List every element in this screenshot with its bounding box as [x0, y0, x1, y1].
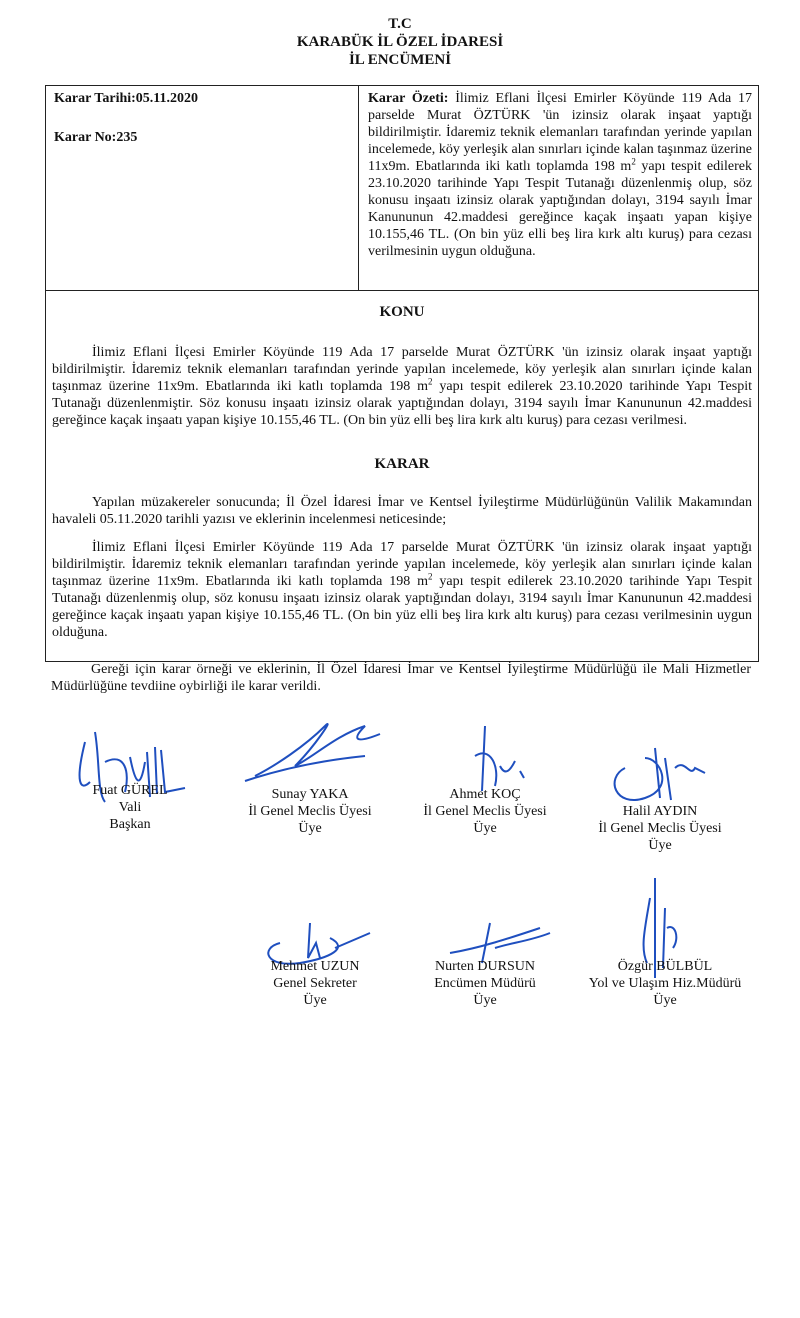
signatory-3-name: Ahmet KOÇ — [449, 787, 521, 802]
karar-sup: 2 — [428, 571, 433, 582]
summary-sup: 2 — [631, 156, 636, 167]
karar-text-2: yapı tespit edilerek 23.10.2020 tarihinde Yapı Tespit Tutanağı düzenlenmiş olup, söz konusu inşaatı izinsiz olarak yaptığından dolayı, 3194 sayılı İmar Kanununun 42.maddesi gereğince kaçak inşaatı yapan kişiye 10.155,46 TL. (On bin yüz elli beş lira kırk altı kuruş) para cezası verilmesinin uygun olduğuna. — [52, 574, 752, 640]
header-tc: T.C — [388, 16, 412, 32]
signatory-2-role: Üye — [298, 821, 322, 836]
decision-summary — [368, 90, 752, 260]
decision-date: Karar Tarihi:05.11.2020 — [54, 91, 199, 106]
signatory-3 — [390, 786, 580, 837]
signatory-6-role: Üye — [473, 993, 497, 1008]
signatory-6-title: Encümen Müdürü — [434, 976, 536, 991]
signatory-4 — [565, 803, 755, 854]
header-council: İL ENCÜMENİ — [348, 52, 452, 68]
signatory-6 — [390, 958, 580, 1009]
konu-text-1: İlimiz Eflani İlçesi Emirler Köyünde 119 Ada 17 parselde Murat ÖZTÜRK 'ün izinsiz olarak inşaat yaptığı bildirilmiştir. İdaremiz teknik elemanları tarafından yerinde yapılan incelemede, köy yerleşik alan sınırları içinde kalan taşınmaz üzerine 11x9m. Ebatlarında iki katlı toplamda 198 m — [52, 345, 752, 394]
signatory-5-role: Üye — [303, 993, 327, 1008]
konu-title: KONU — [379, 304, 425, 320]
signatory-1-role: Başkan — [109, 817, 151, 832]
summary-text-1: İlimiz Eflani İlçesi Emirler Köyünde 119 Ada 17 parselde Murat ÖZTÜRK 'ün izinsiz olarak inşaat yaptığı bildirilmiştir. İdaremiz teknik elemanları tarafından yerinde yapılan incelemede, köy yerleşik alan sınırları içinde kalan taşınmaz üzerine 11x9m. Ebatlarında iki katlı toplamda 198 m — [368, 91, 752, 174]
frame-divider-vertical — [358, 86, 359, 290]
summary-text-2: yapı tespit edilerek 23.10.2020 tarihinde Yapı Tespit Tutanağı düzenlenmiş olup, söz konusu inşaatı izinsiz olarak yaptığından dolayı, 3194 sayılı İmar Kanununun 42.maddesi gereğince kaçak inşaatı yapan kişiye 10.155,46 TL. (On bin yüz elli beş lira kırk altı kuruş) para cezası verilmesinin uygun olduğuna. — [368, 159, 752, 259]
header-institution: KARABÜK İL ÖZEL İDARESİ — [296, 34, 504, 50]
signatory-4-title: İl Genel Meclis Üyesi — [598, 821, 722, 836]
signatory-7-role: Üye — [653, 993, 677, 1008]
konu-paragraph — [52, 344, 752, 429]
signatory-1-name: Fuat GÜREL — [92, 783, 168, 798]
signatory-3-title: İl Genel Meclis Üyesi — [423, 804, 547, 819]
signatory-7-title: Yol ve Ulaşım Hiz.Müdürü — [588, 976, 742, 991]
decision-number: Karar No:235 — [54, 130, 138, 145]
signatory-4-role: Üye — [648, 838, 672, 853]
signatory-5-name: Mehmet UZUN — [270, 959, 360, 974]
signatory-4-name: Halil AYDIN — [622, 804, 698, 819]
summary-label: Karar Özeti: — [368, 91, 449, 106]
decision-frame — [45, 85, 759, 662]
signatory-2-title: İl Genel Meclis Üyesi — [248, 804, 372, 819]
karar-paragraph-3: Gereği için karar örneği ve eklerinin, İl Özel İdaresi İmar ve Kentsel İyileştirme Müdürlüğü ile Mali Hizmetler Müdürlüğüne tevdiine oybirliği ile karar verildi. — [51, 662, 751, 694]
signatory-6-name: Nurten DURSUN — [435, 959, 535, 974]
document-header — [0, 15, 800, 69]
signatory-5-title: Genel Sekreter — [273, 976, 357, 991]
signatory-1 — [35, 782, 225, 833]
signatory-5 — [220, 958, 410, 1009]
signatory-2 — [215, 786, 405, 837]
signatory-7-name: Özgür BÜLBÜL — [617, 959, 713, 974]
signatory-7 — [555, 958, 775, 1009]
signatory-3-role: Üye — [473, 821, 497, 836]
signatory-1-title: Vali — [118, 800, 142, 815]
karar-title: KARAR — [374, 456, 430, 472]
karar-paragraph-2 — [52, 539, 752, 641]
signature-2-mark — [215, 706, 405, 796]
frame-divider-horizontal — [46, 290, 758, 291]
decision-meta — [54, 90, 198, 146]
karar-text-1: İlimiz Eflani İlçesi Emirler Köyünde 119 Ada 17 parselde Murat ÖZTÜRK 'ün izinsiz olarak inşaat yaptığı bildirilmiştir. İdaremiz teknik elemanları tarafından yerinde yapılan incelemede, köy yerleşik alan sınırları içinde kalan taşınmaz üzerine 11x9m. Ebatlarında iki katlı toplamda 198 m — [52, 540, 752, 589]
karar-paragraph-1: Yapılan müzakereler sonucunda; İl Özel İdaresi İmar ve Kentsel İyileştirme Müdürlüğünün Valilik Makamından havaleli 05.11.2020 tarihli yazısı ve eklerinin incelenmesi neticesinde; — [52, 495, 752, 527]
konu-sup: 2 — [428, 376, 433, 387]
konu-text-2: yapı tespit edilerek 23.10.2020 tarihinde Yapı Tespit Tutanağı düzenlenmiştir. Söz konusu inşaatı izinsiz olarak yaptığından dolayı, 3194 sayılı İmar Kanununun 42.maddesi gereğince kaçak inşaatı yapan kişiye 10.155,46 TL. (On bin yüz elli beş lira kırk altı kuruş) para cezası verilmesi. — [52, 379, 752, 428]
signatory-2-name: Sunay YAKA — [271, 787, 349, 802]
